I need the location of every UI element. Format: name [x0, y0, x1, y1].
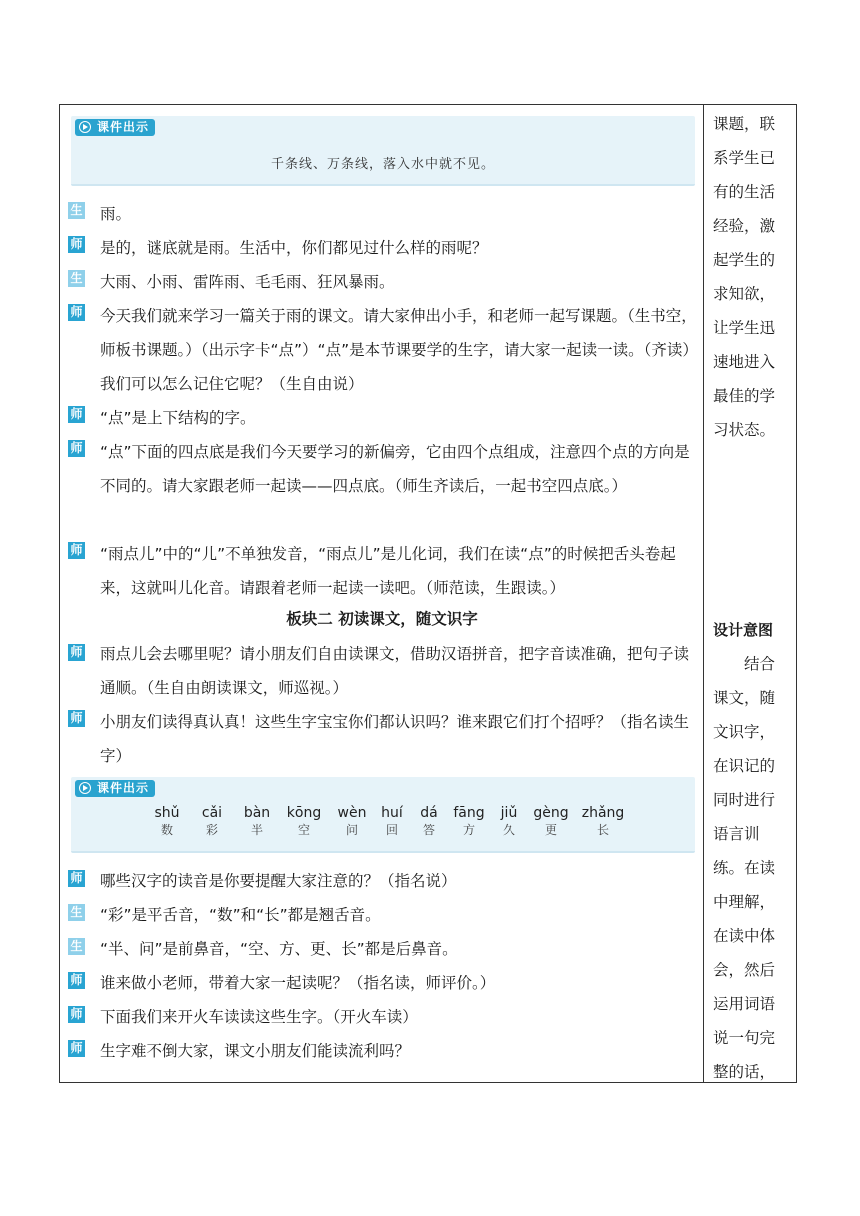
hanzi: 更: [544, 823, 557, 837]
dialogue-line: “彩”是平舌音，“数”和“长”都是翘舌音。: [100, 906, 381, 924]
pinyin: shǔ: [154, 805, 180, 821]
pinyin-row: [71, 804, 695, 840]
pinyin: bàn: [243, 805, 271, 821]
hanzi: 回: [385, 823, 398, 837]
char-card: [526, 804, 576, 838]
teacher-tag: 师: [68, 236, 85, 253]
pinyin: huí: [381, 805, 403, 821]
teacher-tag: 师: [68, 542, 85, 559]
dialogue-line: 哪些汉字的读音是你要提醒大家注意的？（指名说）: [100, 872, 457, 890]
student-tag: 生: [68, 270, 85, 287]
hanzi: 问: [345, 823, 358, 837]
pinyin: zhǎng: [581, 805, 625, 821]
courseware-label: [75, 780, 155, 797]
char-card: [142, 804, 192, 838]
teacher-tag: 师: [68, 972, 85, 989]
teacher-tag: 师: [68, 406, 85, 423]
hanzi: 答: [422, 823, 435, 837]
dialogue-line: 雨。: [100, 205, 132, 223]
pinyin: gèng: [533, 805, 569, 821]
section-heading: 板块二 初读课文，随文识字: [286, 610, 478, 628]
courseware-box-riddle: [71, 116, 695, 186]
hanzi: 长: [596, 823, 609, 837]
teacher-tag: 师: [68, 644, 85, 661]
riddle-text: 千条线、万条线，落入水中就不见。: [270, 157, 495, 172]
courseware-box-pinyin: [71, 777, 695, 853]
teacher-tag: 师: [68, 440, 85, 457]
courseware-label-text: 课件出示: [97, 781, 150, 795]
pinyin: dá: [420, 805, 438, 821]
student-tag: 生: [68, 904, 85, 921]
pinyin: wèn: [337, 805, 367, 821]
dialogue-line: 生字难不倒大家，课文小朋友们能读流利吗？: [100, 1042, 411, 1060]
side-column: [705, 105, 797, 1082]
dialogue-line: 大雨、小雨、雷阵雨、毛毛雨、狂风暴雨。: [100, 273, 395, 291]
lesson-plan-table: [59, 104, 797, 1083]
dialogue-line: 下面我们来开火车读读这些生字。（开火车读）: [100, 1008, 418, 1026]
char-card: [232, 804, 282, 838]
dialogue-line: 小朋友们读得真认真！这些生字宝宝你们都认识吗？谁来跟它们打个招呼？（指名读生字）: [100, 713, 690, 765]
design-intent-heading: 设计意图: [713, 621, 774, 639]
teacher-tag: 师: [68, 304, 85, 321]
pinyin: jiǔ: [500, 805, 518, 821]
dialogue-line: 今天我们就来学习一篇关于雨的课文。请大家伸出小手，和老师一起写课题。（生书空，师板书课题。）（出示字卡“点”）“点”是本节课要学的生字，请大家一起读一读。（齐读）我们可以怎么记住它呢？（生自由说）: [100, 307, 698, 393]
dialogue-line: 谁来做小老师，带着大家一起读呢？（指名读，师评价。）: [100, 974, 496, 992]
dialogue-line: “半、问”是前鼻音，“空、方、更、长”都是后鼻音。: [100, 940, 458, 958]
hanzi: 空: [297, 823, 310, 837]
student-tag: 生: [68, 202, 85, 219]
student-tag: 生: [68, 938, 85, 955]
courseware-label-text: 课件出示: [97, 120, 150, 134]
dialogue-line: “点”下面的四点底是我们今天要学习的新偏旁，它由四个点组成，注意四个点的方向是不同的。请大家跟老师一起读——四点底。（师生齐读后，一起书空四点底。）: [100, 443, 690, 495]
pinyin: fāng: [453, 805, 485, 821]
teacher-tag: 师: [68, 710, 85, 727]
char-card: [279, 804, 329, 838]
dialogue-line: 雨点儿会去哪里呢？请小朋友们自由读课文，借助汉语拼音，把字音读准确，把句子读通顺。（生自由朗读课文，师巡视。）: [100, 645, 690, 697]
design-intent-text: 结合课文，随文识字，在识记的同时进行语言训练。在读中理解，在读中体会，然后运用词语说一句完整的话，: [713, 655, 776, 1081]
side-intent-top: 课题，联系学生已有的生活经验，激起学生的求知欲，让学生迅速地进入最佳的学习状态。: [713, 115, 776, 439]
courseware-label: [75, 119, 155, 136]
hanzi: 久: [502, 823, 515, 837]
teacher-tag: 师: [68, 870, 85, 887]
main-column: [60, 105, 704, 1082]
pinyin: cǎi: [201, 805, 223, 821]
dialogue-line: “雨点儿”中的“儿”不单独发音，“雨点儿”是儿化词，我们在读“点”的时候把舌头卷起来，这就叫儿化音。请跟着老师一起读一读吧。（师范读，生跟读。）: [100, 545, 676, 597]
play-icon: [79, 121, 91, 133]
dialogue-line: 是的，谜底就是雨。生活中，你们都见过什么样的雨呢？: [100, 239, 488, 257]
char-card: [578, 804, 628, 838]
char-card: [187, 804, 237, 838]
teacher-tag: 师: [68, 1040, 85, 1057]
dialogue-line: “点”是上下结构的字。: [100, 409, 256, 427]
hanzi: 方: [462, 823, 475, 837]
hanzi: 数: [160, 823, 173, 837]
teacher-tag: 师: [68, 1006, 85, 1023]
play-icon: [79, 782, 91, 794]
hanzi: 彩: [205, 823, 218, 837]
hanzi: 半: [250, 823, 263, 837]
pinyin: kōng: [286, 805, 322, 821]
